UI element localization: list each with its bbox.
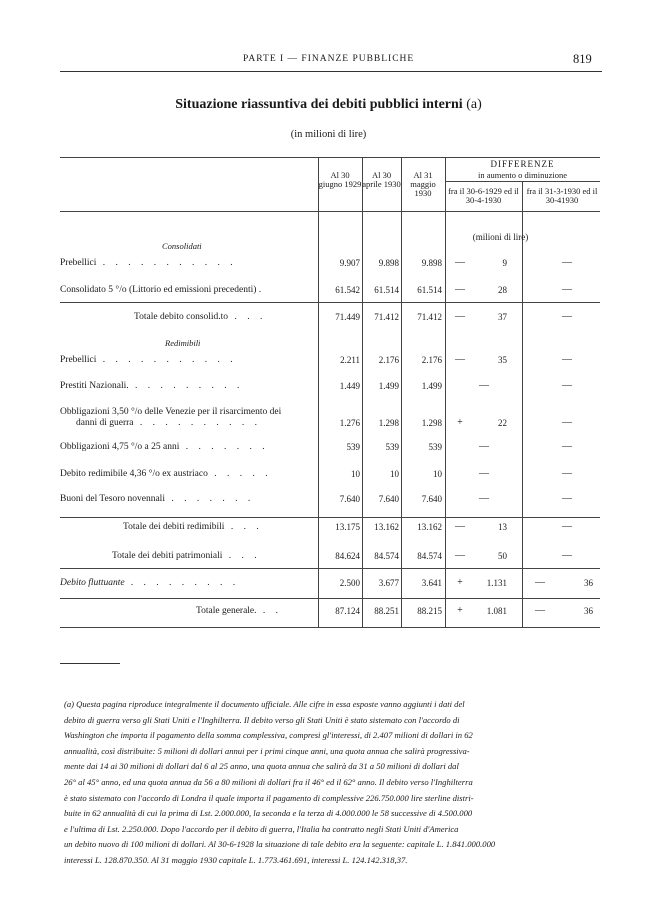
cell-v3: 9.898 [421, 258, 442, 268]
cell-s1: — [455, 257, 465, 268]
row-label-fluttuante: Debito fluttuante . . . . . . . . . [60, 578, 240, 588]
cell-d2: 36 [584, 578, 593, 588]
row-label-buoni: Buoni del Tesoro novennali . . . . . . . [60, 494, 255, 504]
header-bottom-rule [60, 211, 600, 212]
footnote-line: un debito nuovo di 100 milioni di dollari. Al 30-6-1928 la situazione di tale debito era la seguente: capitale L. 1.841.000.000 [64, 839, 496, 850]
cell-v1: 2.500 [339, 578, 360, 588]
cell-v2: 2.176 [378, 355, 399, 365]
row-label-totale-patrimoniali: Totale dei debiti patrimoniali . . . [112, 551, 261, 561]
cell-d1: 1.131 [486, 578, 507, 588]
cell-s1: — [455, 354, 465, 365]
cell-s2: — [535, 577, 545, 588]
cell-s2: — [562, 284, 572, 295]
header-rule [60, 71, 602, 72]
running-title: PARTE I — FINANZE PUBBLICHE [243, 54, 415, 64]
cell-v1: 87.124 [335, 606, 360, 616]
cell-s1: — [455, 311, 465, 322]
cell-s2: — [562, 468, 572, 479]
cell-v3: 539 [428, 442, 442, 452]
table-bottom-rule [60, 627, 600, 628]
cell-v2: 539 [385, 442, 399, 452]
cell-v3: 84.574 [417, 551, 442, 561]
row-label-prebellici-red: Prebellici . . . . . . . . . . . [60, 355, 237, 365]
patrimoniali-rule [60, 568, 600, 569]
table-top-rule [60, 157, 600, 158]
section-redimibili: Redimibili [165, 338, 201, 348]
cell-s1: — [455, 550, 465, 561]
diff-subtitle: in aumento o diminuzione [478, 170, 567, 180]
document-title [0, 97, 657, 113]
cell-s2: — [562, 311, 572, 322]
cell-v3: 2.176 [421, 355, 442, 365]
cell-d1: 22 [498, 418, 507, 428]
cell-v1: 539 [346, 442, 360, 452]
cell-v2: 84.574 [374, 551, 399, 561]
cell-v3: 7.640 [421, 494, 442, 504]
cell-d1: 50 [498, 551, 507, 561]
row-label-consolidato: Consolidato 5 °/o (Littorio ed emissioni precedenti) . [60, 285, 262, 295]
cell-v1: 84.624 [335, 551, 360, 561]
running-header [0, 52, 657, 70]
cell-d2: 36 [584, 606, 593, 616]
row-label-prebellici-cons: Prebellici . . . . . . . . . . . [60, 258, 237, 268]
footnote-line: annualità, così distribuite: 5 milioni di dollari annui per i primi cinque anni, una quota annua che salirà progressiva- [64, 745, 470, 756]
footnote-rule [60, 663, 120, 664]
cell-s2: — [562, 380, 572, 391]
cell-s1: — [479, 380, 489, 391]
cell-s1: + [457, 605, 463, 616]
cell-v3: 61.514 [417, 285, 442, 295]
diff-col-2: fra il 31-3-1930 ed il 30-41930 [526, 186, 598, 205]
consolidati-rule [60, 302, 600, 303]
cell-s2: — [562, 521, 572, 532]
fluttuante-rule [60, 598, 600, 599]
footnote-line: interessi L. 128.870.350. Al 31 maggio 1930 capitale L. 1.773.461.691, interessi L. 124.142.318,37. [64, 854, 408, 865]
cell-d1: 28 [498, 285, 507, 295]
section-consolidati: Consolidati [162, 241, 202, 251]
cell-v3: 1.298 [421, 418, 442, 428]
footnote-line: e l'ultima di Lst. 2.250.000. Dopo l'accordo per il debito di guerra, l'Italia ha contratto negli Stati Uniti d'America [64, 823, 459, 834]
cell-v1: 10 [351, 469, 360, 479]
cell-v1: 71.449 [335, 312, 360, 322]
diff-col-1: fra il 30-6-1929 ed il 30-4-1930 [448, 186, 519, 205]
cell-v1: 13.175 [335, 522, 360, 532]
cell-d1: 37 [498, 312, 507, 322]
row-label-totale-generale: Totale generale. . . [196, 606, 283, 616]
col-divider-5 [522, 181, 523, 627]
cell-s2: — [562, 441, 572, 452]
page-number: 819 [573, 52, 592, 66]
col-header-3: Al 31 maggio 1930 [410, 170, 436, 198]
cell-v3: 13.162 [417, 522, 442, 532]
cell-s2: — [562, 417, 572, 428]
cell-s1: + [457, 417, 463, 428]
cell-s1: — [479, 441, 489, 452]
cell-s1: — [455, 521, 465, 532]
cell-v3: 88.215 [417, 606, 442, 616]
cell-v2: 71.412 [374, 312, 399, 322]
cell-v1: 1.276 [339, 418, 360, 428]
cell-v2: 88.251 [374, 606, 399, 616]
footnote-line: (a) Questa pagina riproduce integralmente il documento ufficiale. Alle cifre in essa esposte vanno aggiunti i dati del [64, 699, 465, 709]
cell-v2: 61.514 [374, 285, 399, 295]
cell-v1: 7.640 [339, 494, 360, 504]
diff-title: DIFFERENZE [490, 159, 555, 169]
title-note: (a) [466, 97, 482, 112]
cell-s1: — [479, 468, 489, 479]
cell-v3: 10 [433, 469, 442, 479]
cell-v2: 1.298 [378, 418, 399, 428]
footnote-line: è stato sistemato con l'accordo di Londra il quale importa il pagamento di complessive 226.750.000 lire sterline distri- [64, 792, 474, 803]
unit-note: (milioni di lire) [472, 232, 529, 242]
row-label-ex-austriaco: Debito redimibile 4,36 °/o ex austriaco . . . . . [60, 469, 272, 479]
cell-v2: 3.677 [378, 578, 399, 588]
row-label-obbl-475: Obbligazioni 4,75 °/o a 25 anni . . . . . . . [60, 442, 269, 452]
cell-s2: — [562, 493, 572, 504]
cell-v1: 2.211 [340, 355, 360, 365]
footnote-line: 26° al 45° anno, ed una quota annua da 56 a 80 milioni di dollari fra il 46° ed il 62° anno. Il debito verso l'Inghilterra [64, 776, 473, 787]
row-label-venezie-2: danni di guerra . . . . . . . . . . [76, 418, 262, 428]
cell-v2: 1.499 [378, 381, 399, 391]
row-label-prestiti: Prestiti Nazionali. . . . . . . . . . [60, 381, 244, 391]
cell-v2: 7.640 [378, 494, 399, 504]
document-subtitle: (in milioni di lire) [290, 129, 367, 140]
cell-d1: 9 [502, 258, 507, 268]
cell-s1: + [457, 577, 463, 588]
cell-s2: — [562, 550, 572, 561]
footnote-line: buite in 62 annualità di cui la prima di Lst. 2.000.000, la seconda e la terza di 4.000.000 le 58 successive di 4.500.000 [64, 808, 473, 819]
footnote-line: mente dai 14 ai 30 milioni di dollari dal 6 al 25 anno, una quota annua che salirà da 31 a 50 milioni di dollari dal [64, 761, 459, 772]
cell-v3: 1.499 [421, 381, 442, 391]
row-label-venezie: Obbligazioni 3,50 °/o delle Venezie per il risarcimento dei [60, 407, 282, 417]
cell-v1: 61.542 [335, 285, 360, 295]
cell-s1: — [455, 284, 465, 295]
footnote [64, 697, 599, 869]
cell-v3: 71.412 [417, 312, 442, 322]
row-label-totale-consolidato: Totale debito consolid.to . . . [134, 312, 267, 322]
cell-s1: — [479, 493, 489, 504]
footnote-line: debito di guerra verso gli Stati Uniti e l'Inghilterra. Il debito verso gli Stati Uniti è stato sistemato con l'accordo di [64, 714, 460, 725]
cell-d1: 13 [498, 522, 507, 532]
col-divider-4 [445, 157, 446, 627]
row-label-totale-redimibili: Totale dei debiti redimibili . . . [123, 522, 263, 532]
cell-v2: 9.898 [378, 258, 399, 268]
title-text: Situazione riassuntiva dei debiti pubblici interni [175, 97, 463, 112]
redimibili-rule [60, 517, 600, 518]
cell-v3: 3.641 [421, 578, 442, 588]
cell-s2: — [562, 257, 572, 268]
cell-s2: — [562, 354, 572, 365]
cell-d1: 35 [498, 355, 507, 365]
cell-d1: 1.081 [486, 606, 507, 616]
col-header-1: Al 30 giugno 1929 [318, 170, 362, 189]
col-header-2: Al 30 aprile 1930 [362, 170, 401, 189]
cell-v2: 10 [390, 469, 399, 479]
footnote-line: Washington che importa il pagamento della somma complessiva, compresi gl'interessi, di 2.407 milioni di dollari in 62 [64, 730, 473, 741]
cell-s2: — [535, 605, 545, 616]
cell-v1: 1.449 [339, 381, 360, 391]
cell-v1: 9.907 [339, 258, 360, 268]
cell-v2: 13.162 [374, 522, 399, 532]
